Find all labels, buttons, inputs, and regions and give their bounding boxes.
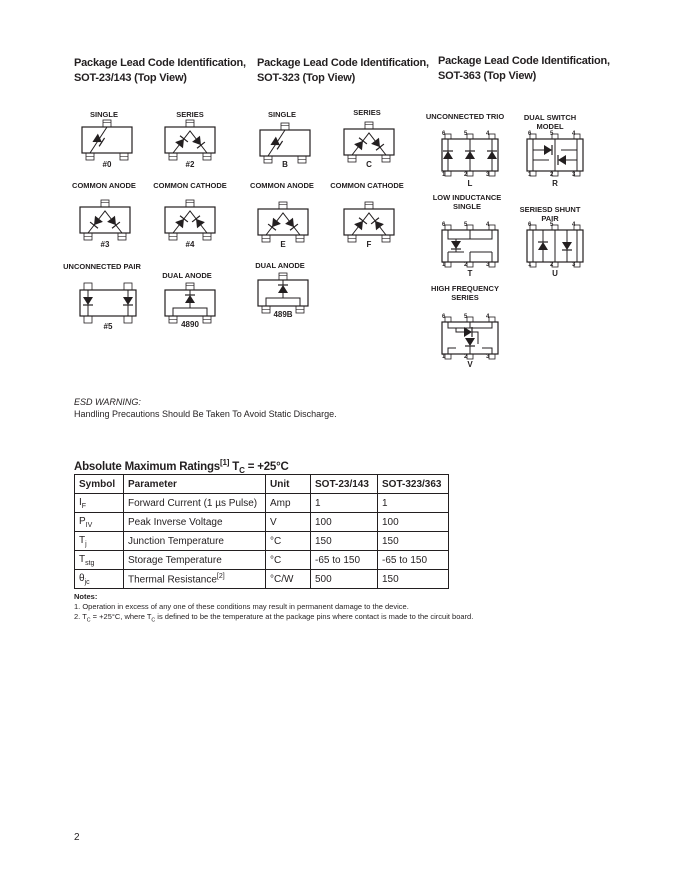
sot23-heading: Package Lead Code Identification, SOT-23/143 (Top View) <box>74 57 246 84</box>
column-header: Parameter <box>124 475 266 494</box>
sot363-low-inductance-label: LOW INDUCTANCE SINGLE <box>432 193 502 211</box>
pin-6-label: 6 <box>528 131 532 137</box>
sot23-unconnected-pair-label: UNCONNECTED PAIR <box>63 262 141 271</box>
pin-6-label: 6 <box>528 222 532 228</box>
pin-3-label: 3 <box>486 262 490 268</box>
pin-6-label: 6 <box>442 222 446 228</box>
notes-title: Notes: <box>74 592 98 601</box>
sot323-series-label: SERIES <box>353 108 381 117</box>
pin-3-label: 3 <box>486 354 490 360</box>
sot23-common-cathode-diagram <box>165 207 215 240</box>
sot23-dual-anode-code: 4890 <box>181 320 199 329</box>
sot363-heading: Package Lead Code Identification, SOT-363 (Top View) <box>438 55 610 82</box>
sot323-single-code: B <box>282 160 288 169</box>
sot23-common-anode-code: #3 <box>100 240 110 249</box>
sot323-value-cell: 150 <box>378 570 449 589</box>
sot323-common-anode-code: E <box>280 240 286 249</box>
pin-1-label: 1 <box>442 172 446 178</box>
sot23-single-diagram <box>82 127 132 160</box>
unit-cell: Amp <box>266 494 311 513</box>
note-2: 2. $T_C = +25^\circ C$, where $T_C$ is defined to be the temperature at the package pins where contact is made to the circuit board. <box>74 612 474 624</box>
sot323-dual-anode-code: 489B <box>273 310 293 319</box>
column-header: Unit <box>266 475 311 494</box>
symbol-cell: $I_F$ <box>75 494 124 513</box>
sot23-common-cathode-label: COMMON CATHODE <box>153 181 227 190</box>
column-header: Symbol <box>75 475 124 494</box>
pin-5-label: 5 <box>464 314 468 320</box>
sot323-value-cell: -65 to 150 <box>378 551 449 570</box>
sot23-series-diagram <box>165 127 215 160</box>
sot363-series-shunt-label: SERIESD SHUNT PAIR <box>519 205 581 223</box>
sot23-single-label: SINGLE <box>90 110 118 119</box>
sot23-common-cathode-code: #4 <box>185 240 195 249</box>
parameter-cell: Peak Inverse Voltage <box>124 513 266 532</box>
pin-3-label: 3 <box>572 172 576 178</box>
sot363-dual-switch-label: DUAL SWITCH MODEL <box>523 113 577 131</box>
symbol-cell: $\theta_{jc}$ <box>75 570 124 589</box>
sot23-value-cell: 500 <box>311 570 378 589</box>
sot363-high-frequency-label: HIGH FREQUENCY SERIES <box>431 284 499 302</box>
sot363-unconnected-trio-code: L <box>467 179 473 188</box>
sot363-high-frequency-code: V <box>467 360 473 369</box>
table-header-row <box>75 475 449 494</box>
sot323-dual-anode-label: DUAL ANODE <box>255 261 305 270</box>
unit-cell: °C <box>266 551 311 570</box>
parameter-cell: Thermal Resistance[2] <box>124 570 266 589</box>
parameter-cell: Storage Temperature <box>124 551 266 570</box>
sot323-value-cell: 1 <box>378 494 449 513</box>
sot23-dual-anode-label: DUAL ANODE <box>162 271 212 280</box>
pin-2-label: 2 <box>464 172 468 178</box>
symbol-cell: $P_{IV}$ <box>75 513 124 532</box>
parameter-cell: Forward Current (1 µs Pulse) <box>124 494 266 513</box>
page-number: 2 <box>74 832 80 843</box>
table-row <box>75 494 449 513</box>
pin-5-label: 5 <box>464 222 468 228</box>
parameter-cell: Junction Temperature <box>124 532 266 551</box>
sot23-value-cell: 1 <box>311 494 378 513</box>
ratings-title: Absolute Maximum Ratings[1] $T_C = +25^\circ C$ <box>74 458 289 476</box>
pin-6-label: 6 <box>442 314 446 320</box>
sot363-dual-switch-code: R <box>552 179 558 188</box>
sot323-single-label: SINGLE <box>268 110 296 119</box>
unit-cell: °C <box>266 532 311 551</box>
sot323-common-anode-label: COMMON ANODE <box>250 181 314 190</box>
pin-1-label: 1 <box>442 354 446 360</box>
unit-cell: °C/W <box>266 570 311 589</box>
sot323-common-anode-diagram <box>258 209 308 242</box>
sot323-series-diagram <box>344 129 394 162</box>
pin-3-label: 3 <box>486 172 490 178</box>
sot23-unconnected-pair-diagram <box>80 290 136 323</box>
sot323-value-cell: 100 <box>378 513 449 532</box>
pin-1-label: 1 <box>442 262 446 268</box>
sot363-high-frequency-diagram <box>442 322 498 359</box>
pin-3-label: 3 <box>572 262 576 268</box>
notes <box>74 592 634 626</box>
pin-4-label: 4 <box>572 222 576 228</box>
sot23-value-cell: -65 to 150 <box>311 551 378 570</box>
table-row <box>75 532 449 551</box>
table-row <box>75 570 449 589</box>
sot363-low-inductance-diagram <box>442 230 498 267</box>
sot323-heading: Package Lead Code Identification, SOT-323 (Top View) <box>257 57 429 84</box>
sot23-value-cell: 100 <box>311 513 378 532</box>
sot23-dual-anode-diagram <box>165 290 215 323</box>
sot363-unconnected-trio-label: UNCONNECTED TRIO <box>425 112 505 121</box>
symbol-cell: $T_{stg}$ <box>75 551 124 570</box>
sot363-dual-switch-diagram <box>527 139 583 176</box>
sot323-dual-anode-diagram <box>258 280 308 313</box>
pin-4-label: 4 <box>572 131 576 137</box>
column-header: SOT-23/143 <box>311 475 378 494</box>
pin-4-label: 4 <box>486 131 490 137</box>
sot363-series-shunt-code: U <box>552 269 558 278</box>
sot23-series-code: #2 <box>185 160 195 169</box>
sot23-common-anode-diagram <box>80 207 130 240</box>
sot323-common-cathode-diagram <box>344 209 394 242</box>
table-row <box>75 551 449 570</box>
sot323-common-cathode-label: COMMON CATHODE <box>330 181 404 190</box>
sot323-common-cathode-code: F <box>366 240 372 249</box>
sot363-unconnected-trio-diagram <box>442 139 498 176</box>
sot323-single-diagram <box>260 130 310 163</box>
sot323-series-code: C <box>366 160 372 169</box>
pin-6-label: 6 <box>442 131 446 137</box>
sot23-single-code: #0 <box>102 160 112 169</box>
pin-2-label: 2 <box>550 172 554 178</box>
pin-1-label: 1 <box>528 262 532 268</box>
pin-4-label: 4 <box>486 222 490 228</box>
table-row <box>75 513 449 532</box>
esd-warning-text: Handling Precautions Should Be Taken To Avoid Static Discharge. <box>74 409 337 419</box>
pin-5-label: 5 <box>464 131 468 137</box>
sot23-series-label: SERIES <box>176 110 204 119</box>
pin-5-label: 5 <box>550 131 554 137</box>
note-1: 1. Operation in excess of any one of these conditions may result in permanent damage to the device. <box>74 602 409 611</box>
pin-1-label: 1 <box>528 172 532 178</box>
unit-cell: V <box>266 513 311 532</box>
sot23-common-anode-label: COMMON ANODE <box>72 181 136 190</box>
sot23-unconnected-pair-code: #5 <box>103 322 113 331</box>
esd-warning-title: ESD WARNING: <box>74 397 141 407</box>
sot23-value-cell: 150 <box>311 532 378 551</box>
pin-5-label: 5 <box>550 222 554 228</box>
ratings-table <box>74 474 449 589</box>
pin-2-label: 2 <box>464 262 468 268</box>
sot363-low-inductance-code: T <box>467 269 473 278</box>
pin-4-label: 4 <box>486 314 490 320</box>
pin-2-label: 2 <box>550 262 554 268</box>
column-header: SOT-323/363 <box>378 475 449 494</box>
pin-2-label: 2 <box>464 354 468 360</box>
symbol-cell: $T_j$ <box>75 532 124 551</box>
esd-warning <box>74 396 337 420</box>
sot323-value-cell: 150 <box>378 532 449 551</box>
